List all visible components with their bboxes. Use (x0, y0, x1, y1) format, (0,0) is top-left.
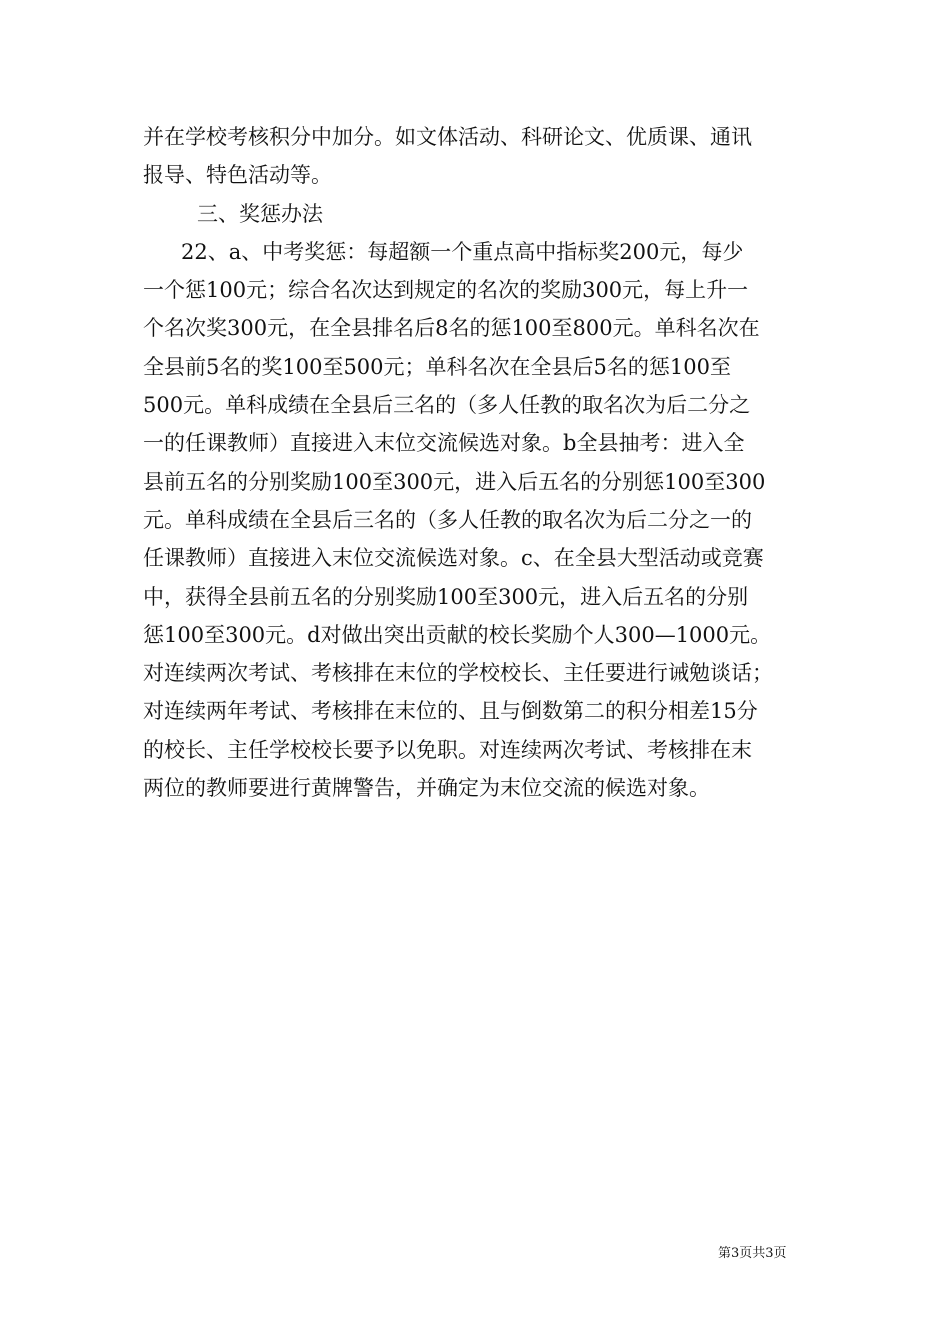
text-line: 全县前5名的奖100至500元；单科名次在全县后5名的惩100至 (143, 354, 731, 379)
text-line: 报导、特色活动等。 (143, 163, 332, 188)
text-line: 元。单科成绩在全县后三名的（多人任教的取名次为后二分之一的 (143, 507, 752, 532)
text-line: 县前五名的分别奖励100至300元，进入后五名的分别惩100至300 (143, 469, 766, 494)
text-line: 中，获得全县前五名的分别奖励100至300元，进入后五名的分别 (143, 584, 749, 609)
page-number-footer: 第3页共3页 (718, 1246, 787, 1261)
text-line: 惩100至300元。d对做出突出贡献的校长奖励个人300—1000元。 (143, 622, 772, 647)
document-body (143, 118, 813, 807)
text-line: 500元。单科成绩在全县后三名的（多人任教的取名次为后二分之 (143, 393, 751, 418)
text-line: 两位的教师要进行黄牌警告，并确定为末位交流的候选对象。 (143, 776, 710, 801)
text-line: 一的任课教师）直接进入末位交流候选对象。b全县抽考：进入全 (143, 431, 745, 456)
text-line: 对连续两年考试、考核排在末位的、且与倒数第二的积分相差15分 (143, 699, 758, 724)
text-line: 并在学校考核积分中加分。如文体活动、科研论文、优质课、通讯 (143, 125, 752, 149)
text-line: 个名次奖300元，在全县排名后8名的惩100至800元。单科名次在 (143, 316, 760, 341)
section-heading: 三、奖惩办法 (197, 201, 323, 226)
text-line: 对连续两次考试、考核排在末位的学校校长、主任要进行诫勉谈话； (143, 661, 773, 686)
text-line: 的校长、主任学校校长要予以免职。对连续两次考试、考核排在末 (143, 737, 752, 762)
text-line: 22、a、中考奖惩：每超额一个重点高中指标奖200元，每少 (181, 239, 744, 264)
text-line: 一个惩100元；综合名次达到规定的名次的奖励300元，每上升一 (143, 278, 749, 303)
text-line: 任课教师）直接进入末位交流候选对象。c、在全县大型活动或竞赛 (143, 546, 764, 571)
